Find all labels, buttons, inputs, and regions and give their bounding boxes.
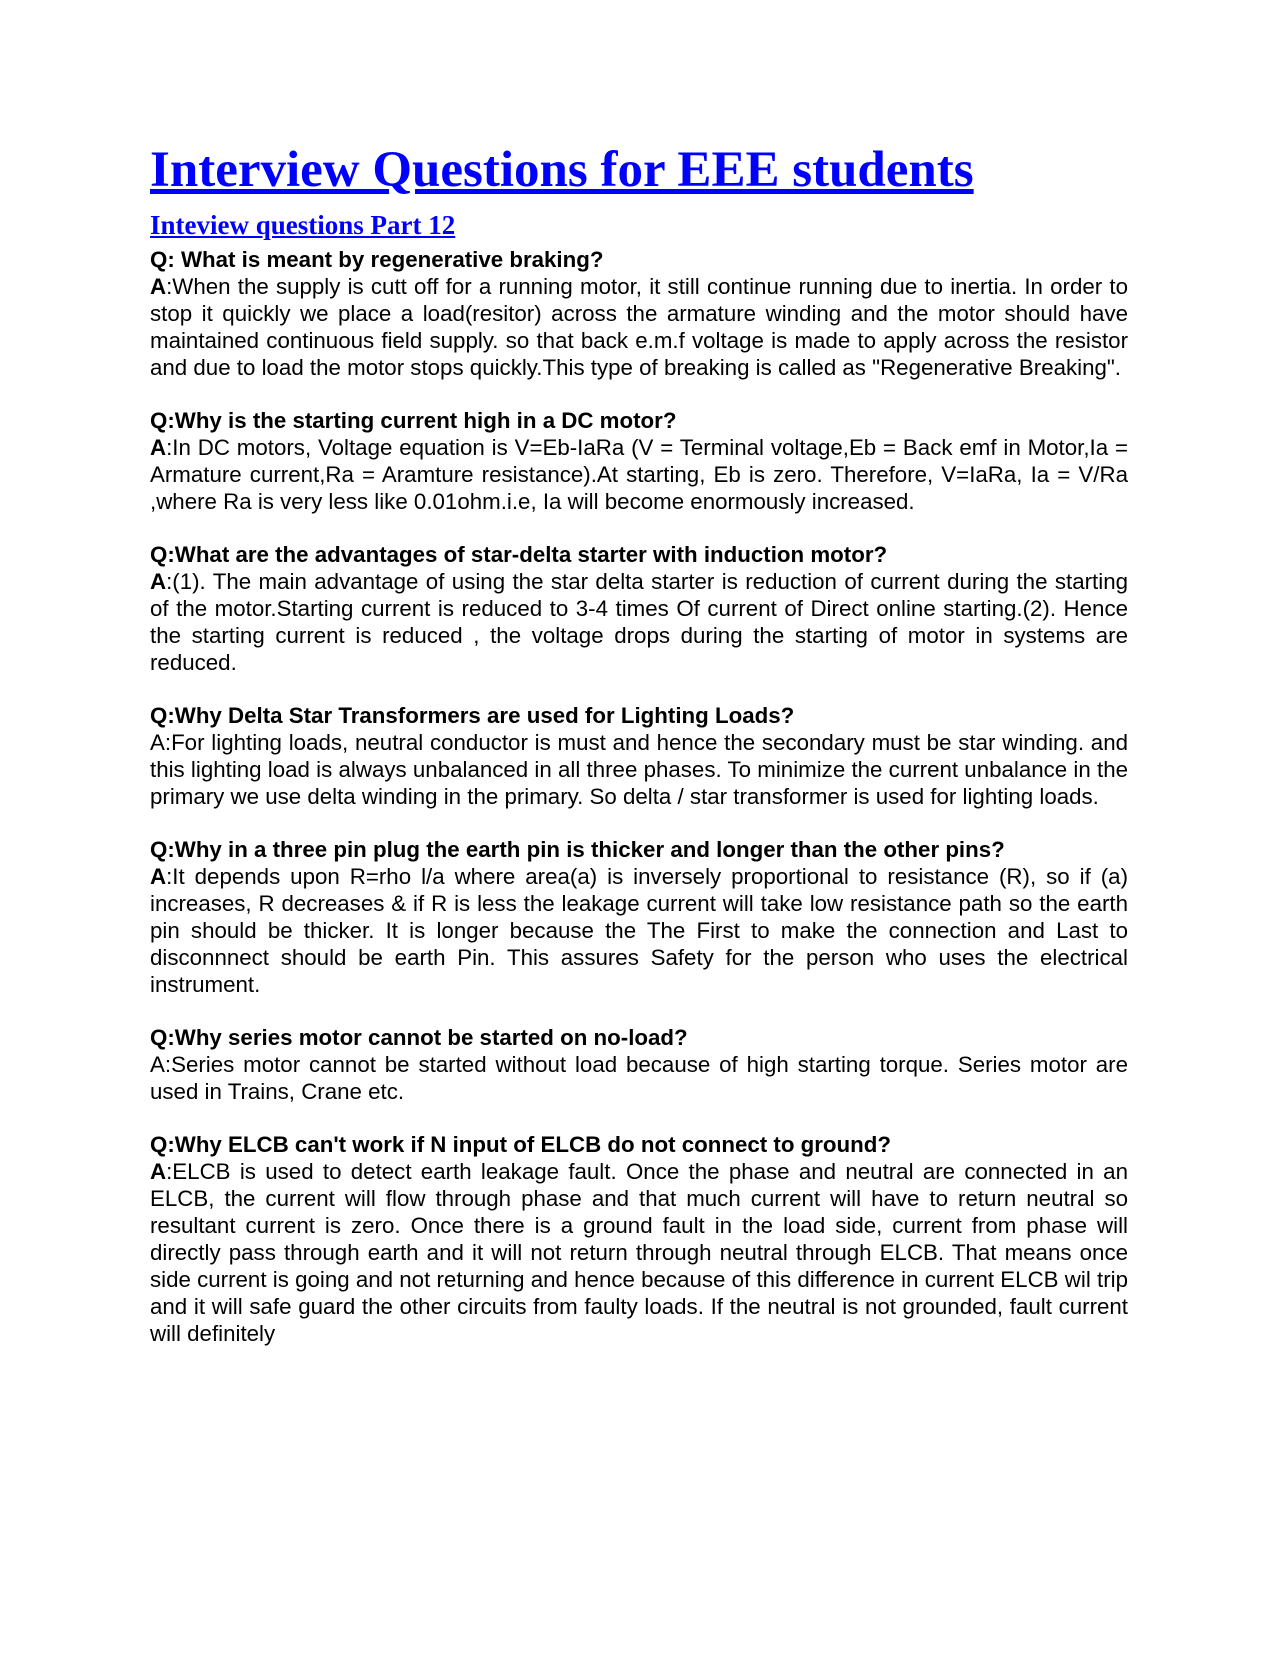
answer-body: :ELCB is used to detect earth leakage fault. Once the phase and neutral are connected in an ELCB, the current will flow through phase and that much current will have to return neutral so resultant current is zero. Once there is a ground fault in the load side, current from phase will directly pass through earth and it will not return through neutral through ELCB. That means once side current is going and not returning and hence because of this difference in current ELCB wil trip and it will safe guard the other circuits from faulty loads. If the neutral is not grounded, fault current will definitely	[150, 1159, 1128, 1346]
document-page	[150, 140, 1128, 1373]
answer-prefix: A	[150, 569, 167, 594]
qa-item	[150, 246, 1128, 381]
qa-item	[150, 541, 1128, 676]
answer-body: :When the supply is cutt off for a running motor, it still continue running due to inertia. In order to stop it quickly we place a load(resitor) across the armature winding and the motor should have maintained continuous field supply. so that back e.m.f voltage is made to apply across the resistor and due to load the motor stops quickly.This type of breaking is called as "Regenerative Breaking".	[150, 274, 1128, 380]
answer-text	[150, 1158, 1128, 1347]
answer-text	[150, 434, 1128, 515]
question-text: Q: What is meant by regenerative braking?	[150, 247, 604, 272]
subtitle-link[interactable]: Inteview questions Part 12	[150, 210, 456, 240]
answer-text	[150, 568, 1128, 676]
answer-prefix: A	[150, 864, 167, 889]
qa-item	[150, 407, 1128, 515]
answer-text	[150, 1051, 1128, 1105]
page-subtitle	[150, 208, 1128, 242]
qa-item	[150, 1131, 1128, 1347]
question-text: Q:Why in a three pin plug the earth pin is thicker and longer than the other pins?	[150, 837, 1005, 862]
answer-body: :(1). The main advantage of using the star delta starter is reduction of current during the starting of the motor.Starting current is reduced to 3-4 times Of current of Direct online starting.(2). Hence the starting current is reduced , the voltage drops during the starting of motor in systems are reduced.	[150, 569, 1128, 675]
qa-item	[150, 702, 1128, 810]
question-text: Q:What are the advantages of star-delta starter with induction motor?	[150, 542, 888, 567]
qa-item	[150, 836, 1128, 998]
answer-body: A:For lighting loads, neutral conductor is must and hence the secondary must be star winding. and this lighting load is always unbalanced in all three phases. To minimize the current unbalance in the primary we use delta winding in the primary. So delta / star transformer is used for lighting loads.	[150, 730, 1128, 809]
answer-body: :In DC motors, Voltage equation is V=Eb-IaRa (V = Terminal voltage,Eb = Back emf in Motor,Ia = Armature current,Ra = Aramture resistance).At starting, Eb is zero. Therefore, V=IaRa, Ia = V/Ra ,where Ra is very less like 0.01ohm.i.e, Ia will become enormously increased.	[150, 435, 1128, 514]
answer-prefix: A	[150, 435, 167, 460]
question-text: Q:Why Delta Star Transformers are used for Lighting Loads?	[150, 703, 795, 728]
question-text: Q:Why ELCB can't work if N input of ELCB do not connect to ground?	[150, 1132, 892, 1157]
answer-prefix: A	[150, 1159, 167, 1184]
question-text: Q:Why series motor cannot be started on no-load?	[150, 1025, 688, 1050]
answer-text	[150, 863, 1128, 998]
title-link[interactable]: Interview Questions for EEE students	[150, 142, 974, 198]
answer-body: :It depends upon R=rho l/a where area(a) is inversely proportional to resistance (R), so if (a) increases, R decreases & if R is less the leakage current will take low resistance path so the earth pin should be thicker. It is longer because the The First to make the connection and Last to disconnnect should be earth Pin. This assures Safety for the person who uses the electrical instrument.	[150, 864, 1128, 997]
question-text: Q:Why is the starting current high in a DC motor?	[150, 408, 677, 433]
answer-text	[150, 729, 1128, 810]
answer-body: A:Series motor cannot be started without load because of high starting torque. Series motor are used in Trains, Crane etc.	[150, 1052, 1128, 1104]
page-title	[150, 140, 1128, 200]
answer-text	[150, 273, 1128, 381]
answer-prefix: A	[150, 274, 167, 299]
qa-item	[150, 1024, 1128, 1105]
